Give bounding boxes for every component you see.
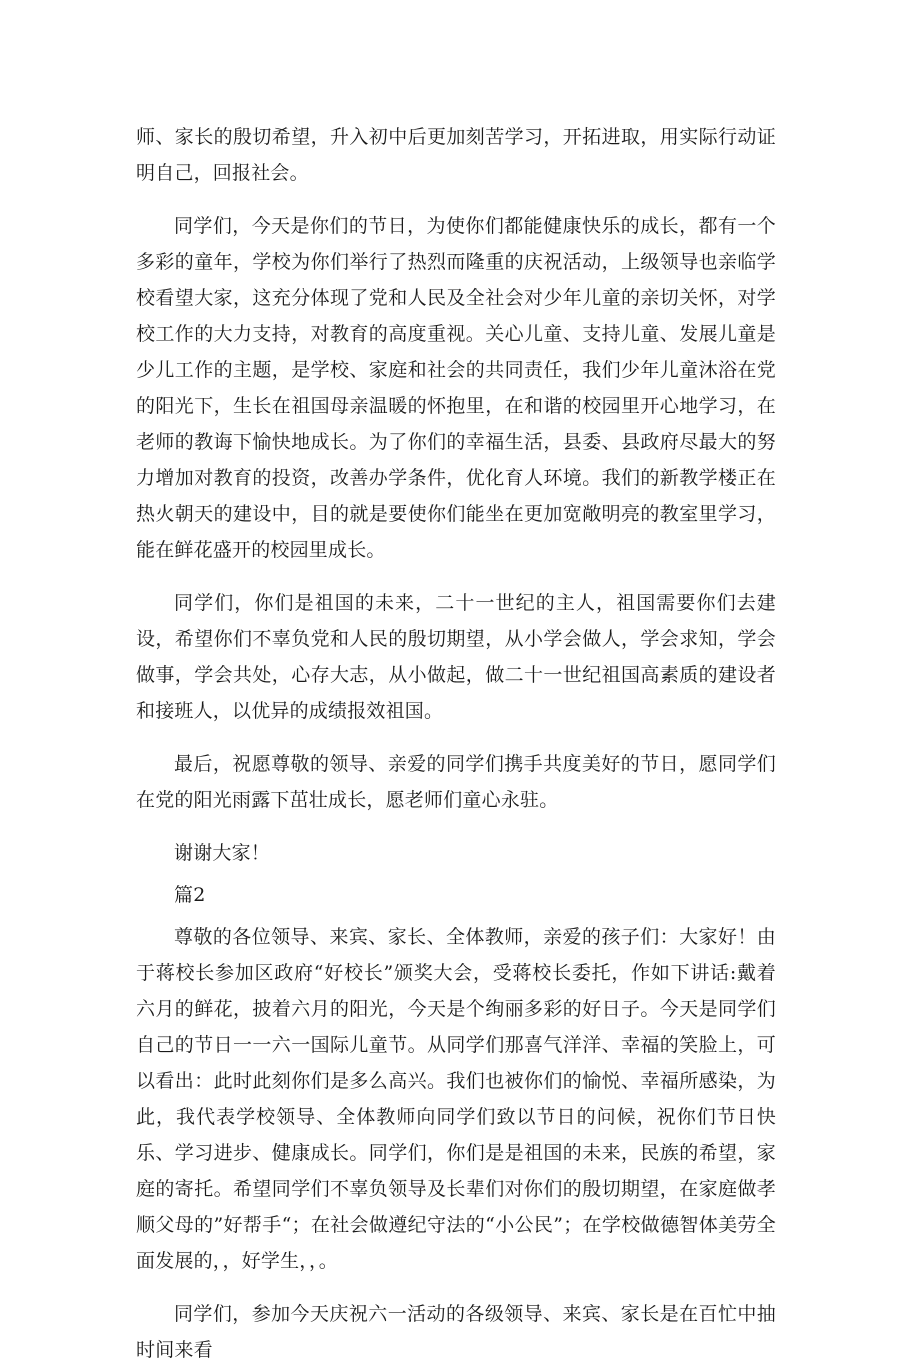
- paragraph-thanks: 谢谢大家！: [174, 842, 271, 864]
- paragraph-closing-wish: 最后，祝愿尊敬的领导、亲爱的同学们携手共度美好的节日，愿同学们在党的阳光雨露下茁壮成长，愿老师们童心永驻。: [136, 753, 776, 811]
- paragraph-greeting: 尊敬的各位领导、来宾、家长、全体教师，亲爱的孩子们：大家好！由于蒋校长参加区政府“好校长”颁奖大会，受蒋校长委托，作如下讲话:戴着六月的鲜花，披着六月的阳光，今天是个绚丽多彩的好日子。今天是同学们自己的节日一一六一国际儿童节。从同学们那喜气洋洋、幸福的笑脸上，可以看出：此时此刻你们是多么高兴。我们也被你们的愉悦、幸福所感染，为此，我代表学校领导、全体教师向同学们致以节日的问候，祝你们节日快乐、学习进步、健康成长。同学们，你们是是祖国的未来，民族的希望，家庭的寄托。希望同学们不辜负领导及长辈们对你们的殷切期望，在家庭做孝顺父母的”好帮手“；在社会做遵纪守法的“小公民”；在学校做德智体美劳全面发展的，，好学生，，。: [136, 926, 776, 1272]
- paragraph-festival: 同学们，今天是你们的节日，为使你们都能健康快乐的成长，都有一个多彩的童年，学校为你们举行了热烈而隆重的庆祝活动，上级领导也亲临学校看望大家，这充分体现了党和人民及全社会对少年儿童的亲切关怀，对学校工作的大力支持，对教育的高度重视。关心儿童、支持儿童、发展儿童是少儿工作的主题，是学校、家庭和社会的共同责任，我们少年儿童沐浴在党的阳光下，生长在祖国母亲温暖的怀抱里，在和谐的校园里开心地学习，在老师的教诲下愉快地成长。为了你们的幸福生活，县委、县政府尽最大的努力增加对教育的投资，改善办学条件，优化育人环境。我们的新教学楼正在热火朝天的建设中，目的就是要使你们能坐在更加宽敞明亮的教室里学习，能在鲜花盛开的校园里成长。: [136, 215, 776, 561]
- paragraph-last: 同学们，参加今天庆祝六一活动的各级领导、来宾、家长是在百忙中抽时间来看: [136, 1303, 776, 1361]
- paragraph-future: 同学们，你们是祖国的未来，二十一世纪的主人，祖国需要你们去建设，希望你们不辜负党和人民的殷切期望，从小学会做人，学会求知，学会做事，学会共处，心存大志，从小做起，做二十一世纪祖国高素质的建设者和接班人，以优异的成绩报效祖国。: [136, 592, 776, 722]
- paragraph-continuation: 师、家长的殷切希望，升入初中后更加刻苦学习，开拓进取，用实际行动证明自己，回报社会。: [136, 126, 776, 184]
- section-heading: 篇2: [174, 884, 206, 906]
- document-body: [136, 119, 776, 1368]
